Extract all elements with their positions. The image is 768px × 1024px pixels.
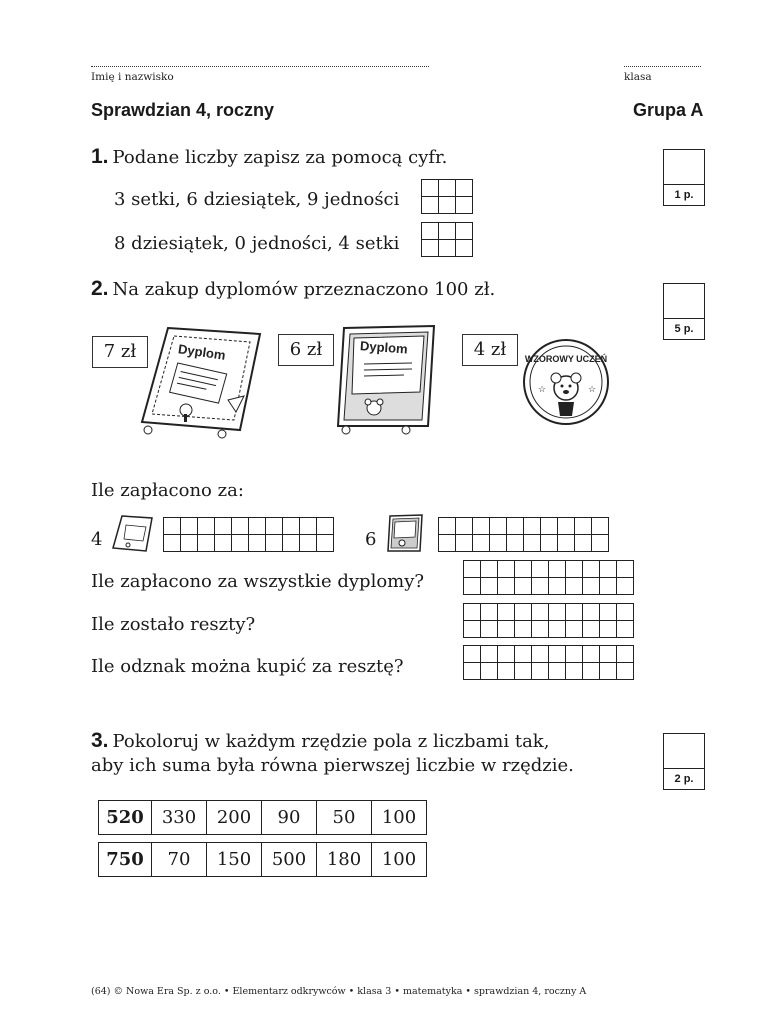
task3-points: 2 p. — [674, 773, 694, 785]
diploma-2-image — [316, 322, 446, 444]
answer-change-grid[interactable] — [463, 603, 634, 638]
answer-diploma-2-grid[interactable] — [438, 517, 609, 552]
diploma-2-small-icon — [380, 513, 428, 555]
row1-target: 520 — [99, 801, 152, 835]
row1-cell[interactable]: 330 — [152, 801, 207, 835]
row1-cell[interactable]: 90 — [262, 801, 317, 835]
svg-text:☆: ☆ — [538, 385, 547, 395]
sum-table — [98, 800, 427, 835]
task1-answer1-grid[interactable] — [421, 179, 473, 214]
task1-line1: 3 setki, 6 dziesiątek, 9 jedności — [114, 189, 400, 210]
badge-image — [516, 336, 616, 426]
svg-text:☆: ☆ — [588, 385, 597, 395]
price-tag-diploma-2: 6 zł — [278, 334, 334, 366]
class-line[interactable] — [624, 66, 701, 67]
task3-number: 3. — [91, 729, 109, 752]
answer-total-grid[interactable] — [463, 560, 634, 595]
task3-text-line2: aby ich suma była równa pierwszej liczbie w rzędzie. — [91, 755, 574, 776]
count-diploma-2: 6 — [365, 529, 377, 550]
row2-cell[interactable]: 180 — [317, 843, 372, 877]
task2-points: 5 p. — [674, 323, 694, 335]
task1-line2: 8 dziesiątek, 0 jedności, 4 setki — [114, 233, 400, 254]
count-diploma-1: 4 — [91, 529, 103, 550]
task1-text: Podane liczby zapisz za pomocą cyfr. — [112, 147, 448, 168]
row1-cell[interactable]: 200 — [207, 801, 262, 835]
sum-row-2 — [99, 843, 427, 877]
name-label: Imię i nazwisko — [91, 71, 174, 83]
row2-cell[interactable]: 500 — [262, 843, 317, 877]
task3-text-line1: Pokoloruj w każdym rzędzie pola z liczbami tak, — [112, 731, 550, 752]
question-badges: Ile odznak można kupić za resztę? — [91, 656, 404, 677]
row2-cell[interactable]: 100 — [372, 843, 427, 877]
row2-cell[interactable]: 150 — [207, 843, 262, 877]
diploma-2-word: Dyplom — [359, 338, 409, 357]
diploma-1-small-icon — [108, 513, 156, 555]
name-line[interactable] — [91, 66, 429, 67]
answer-badges-grid[interactable] — [463, 645, 634, 680]
row2-target: 750 — [99, 843, 152, 877]
task2-number: 2. — [91, 277, 109, 300]
task1-heading — [91, 145, 447, 169]
answer-diploma-1-grid[interactable] — [163, 517, 334, 552]
row2-cell[interactable]: 70 — [152, 843, 207, 877]
task2-score-box — [663, 283, 705, 340]
test-title: Sprawdzian 4, roczny — [91, 100, 275, 120]
price-tag-badge: 4 zł — [462, 334, 518, 366]
sum-table-2 — [98, 842, 427, 877]
task3-heading — [91, 729, 549, 753]
task3-score-box — [663, 733, 705, 790]
class-label: klasa — [624, 71, 652, 83]
task2-text: Na zakup dyplomów przeznaczono 100 zł. — [112, 279, 496, 300]
price-tag-diploma-1: 7 zł — [92, 336, 148, 368]
question-total: Ile zapłacono za wszystkie dyplomy? — [91, 571, 425, 592]
task1-points: 1 p. — [674, 189, 694, 201]
question-change: Ile zostało reszty? — [91, 614, 256, 635]
group-label: Grupa A — [633, 100, 704, 120]
row1-cell[interactable]: 50 — [317, 801, 372, 835]
task1-score-field[interactable] — [664, 150, 704, 185]
diploma-1-word: Dyplom — [177, 341, 227, 363]
paid-for-label: Ile zapłacono za: — [91, 480, 244, 501]
diploma-1-image — [128, 322, 268, 444]
task2-score-field[interactable] — [664, 284, 704, 319]
sum-row-1 — [99, 801, 427, 835]
task2-heading — [91, 277, 495, 301]
task1-number: 1. — [91, 145, 109, 168]
row1-cell[interactable]: 100 — [372, 801, 427, 835]
task1-answer2-grid[interactable] — [421, 222, 473, 257]
task3-score-field[interactable] — [664, 734, 704, 769]
badge-word: WZOROWY UCZEŃ — [524, 354, 608, 364]
footer-credit: (64) © Nowa Era Sp. z o.o. • Elementarz odkrywców • klasa 3 • matematyka • sprawdzian 4, roczny A — [91, 986, 587, 997]
task1-score-box — [663, 149, 705, 206]
